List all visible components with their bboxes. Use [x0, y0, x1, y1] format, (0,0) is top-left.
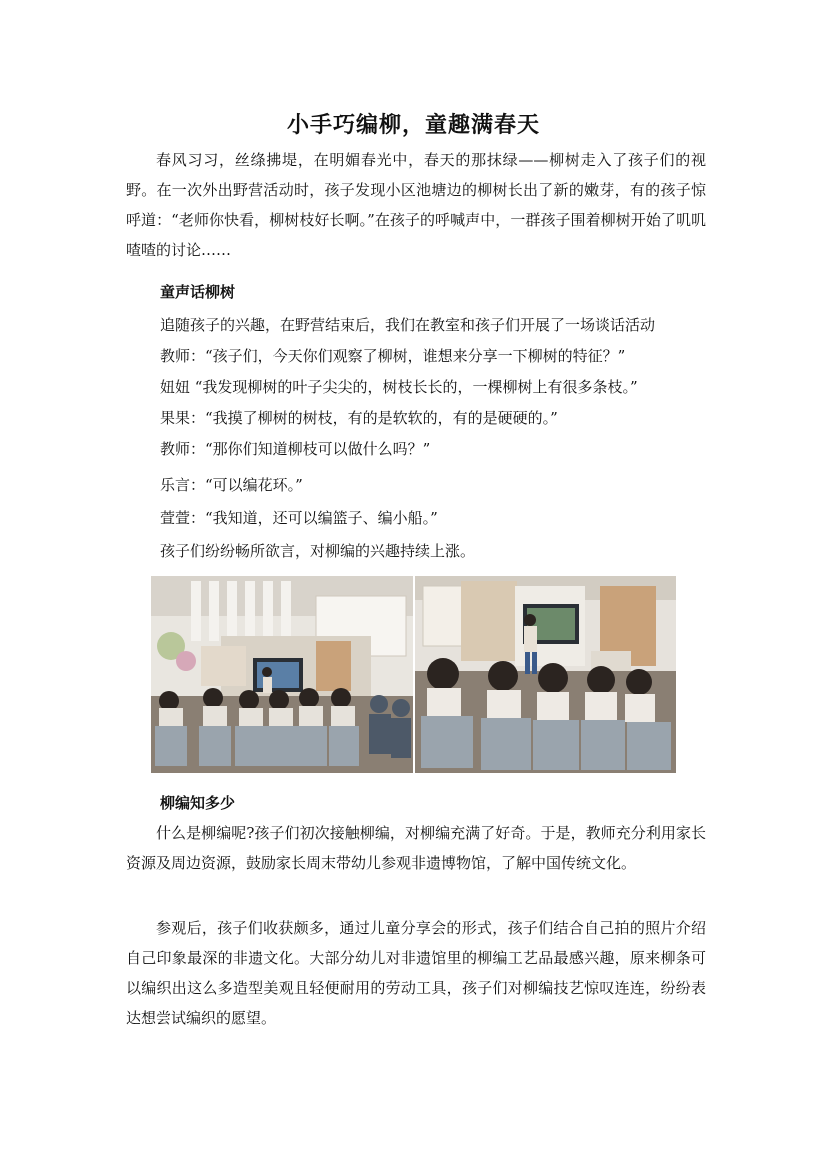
- dialogue-line: 教师：“那你们知道柳枝可以做什么吗？”: [160, 440, 431, 458]
- intro-paragraph: 春风习习，丝绦拂堤，在明媚春光中，春天的那抹绿——柳树走入了孩子们的视野。在一次外出野营活动时，孩子发现小区池塘边的柳树长出了新的嫩芽，有的孩子惊呼道：“老师你快看，柳树枝好长啊。”在孩子的呼喊声中，一群孩子围着柳树开始了叽叽喳喳的讨论……: [126, 151, 706, 259]
- dialogue-line: 乐言：“可以编花环。”: [160, 476, 303, 494]
- dialogue-line: 果果：“我摸了柳树的树枝，有的是软软的，有的是硬硬的。”: [160, 409, 558, 427]
- page-title: 小手巧编柳，童趣满春天: [286, 112, 540, 138]
- dialogue-line: 追随孩子的兴趣，在野营结束后，我们在教室和孩子们开展了一场谈话活动: [160, 316, 656, 334]
- classroom-photo-left: [151, 576, 413, 773]
- section2-paragraph-1: 什么是柳编呢?孩子们初次接触柳编，对柳编充满了好奇。于是，教师充分利用家长资源及周边资源，鼓励家长周末带幼儿参观非遗博物馆，了解中国传统文化。: [126, 824, 706, 872]
- photo-strip: [151, 576, 676, 773]
- dialogue-line: 教师：“孩子们，今天你们观察了柳树，谁想来分享一下柳树的特征？”: [160, 347, 626, 365]
- section-heading-2: 柳编知多少: [160, 794, 236, 812]
- classroom-photo-right: [415, 576, 676, 773]
- dialogue-line: 孩子们纷纷畅所欲言，对柳编的兴趣持续上涨。: [160, 542, 476, 560]
- dialogue-line: 妞妞 “我发现柳树的叶子尖尖的，树枝长长的，一棵柳树上有很多条枝。”: [160, 378, 638, 396]
- section2-paragraph-2: 参观后，孩子们收获颇多，通过儿童分享会的形式，孩子们结合自己拍的照片介绍自己印象最深的非遗文化。大部分幼儿对非遗馆里的柳编工艺品最感兴趣，原来柳条可以编织出这么多造型美观且轻便耐用的劳动工具，孩子们对柳编技艺惊叹连连，纷纷表达想尝试编织的愿望。: [126, 919, 706, 1027]
- section-heading-1: 童声话柳树: [160, 283, 236, 301]
- dialogue-line: 萱萱：“我知道，还可以编篮子、编小船。”: [160, 509, 438, 527]
